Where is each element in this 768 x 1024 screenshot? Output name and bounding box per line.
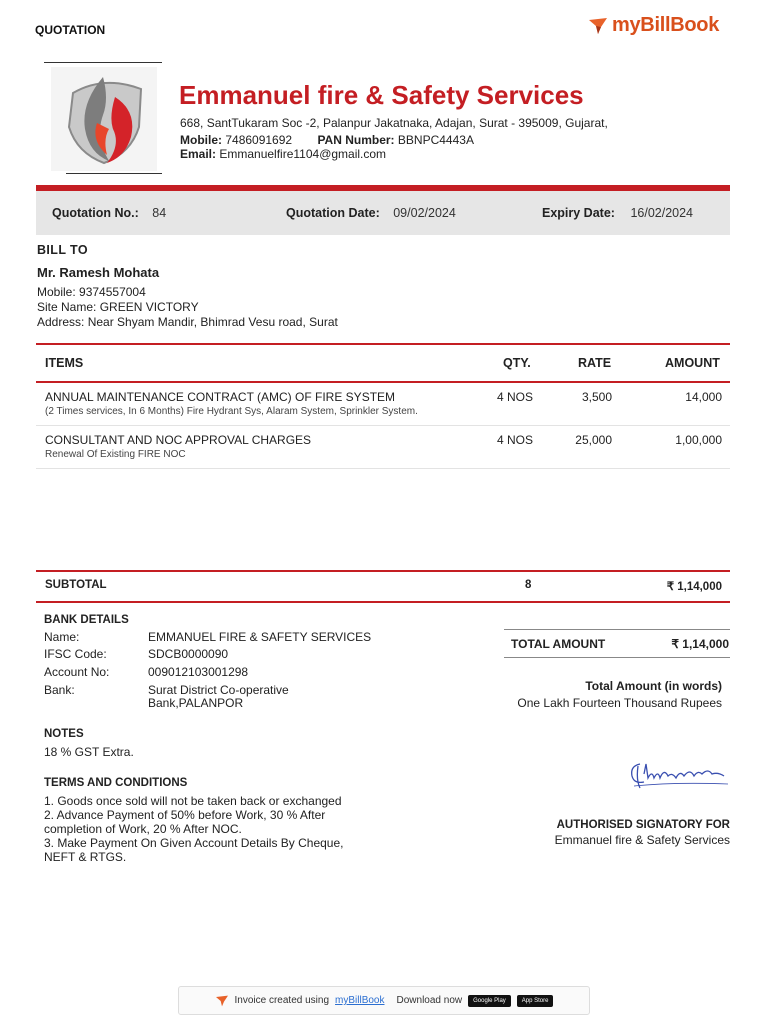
col-header-amount: AMOUNT (665, 356, 720, 370)
item-rate: 25,000 (575, 433, 612, 447)
bank-label: Bank: (44, 683, 75, 697)
fire-shield-icon (51, 67, 157, 171)
account-label: Account No: (44, 665, 110, 679)
item-description: (2 Times services, In 6 Months) Fire Hydrant Sys, Alaram System, Sprinkler System. (45, 406, 418, 417)
company-name: Emmanuel fire & Safety Services (179, 80, 584, 110)
total-amount-label: TOTAL AMOUNT (511, 637, 606, 651)
col-header-rate: RATE (578, 356, 612, 370)
quotation-date: Quotation Date: 09/02/2024 (286, 206, 456, 220)
subtotal-label: SUBTOTAL (45, 579, 107, 591)
bank-name-line2: Bank,PALANPOR (148, 696, 244, 710)
subtotal-top-rule (36, 570, 730, 572)
footer-created-using: Invoice created using (234, 995, 330, 1006)
total-bottom-rule (504, 657, 730, 658)
footer-download-text: Download now (396, 995, 463, 1006)
brand-bird-icon (215, 995, 229, 1007)
footer-brand-link[interactable]: myBillBook (335, 995, 385, 1006)
signatory-company: Emmanuel fire & Safety Services (554, 833, 730, 847)
terms-line: completion of Work, 20 % After NOC. (44, 822, 242, 836)
customer-mobile: Mobile: 9374557004 (37, 285, 146, 299)
bank-name-line1: Surat District Co-operative (148, 683, 289, 697)
item-amount: 1,00,000 (675, 433, 722, 447)
company-email: Emmanuelfire1104@gmail.com (219, 147, 387, 161)
company-pan: BBNPC4443A (397, 133, 474, 147)
item-qty: 4 NOS (497, 390, 534, 404)
ifsc-code: SDCB0000090 (148, 647, 229, 661)
authorised-signatory-label: AUTHORISED SIGNATORY FOR (556, 819, 730, 831)
brand-name: myBillBook (612, 14, 720, 36)
bank-details-heading: BANK DETAILS (44, 614, 129, 626)
quotation-number: Quotation No.: 84 (52, 206, 167, 220)
brand-logo (588, 14, 719, 37)
total-amount: ₹ 1,14,000 (671, 637, 729, 651)
notes-heading: NOTES (44, 728, 84, 740)
brand-bird-icon (588, 17, 608, 35)
signature-image (624, 752, 734, 796)
item-name: CONSULTANT AND NOC APPROVAL CHARGES (45, 433, 312, 447)
company-contact-line (180, 133, 474, 147)
ifsc-label: IFSC Code: (44, 647, 107, 661)
email-label: Email: (180, 147, 217, 161)
bank-account-name: EMMANUEL FIRE & SAFETY SERVICES (148, 630, 372, 644)
terms-heading: TERMS AND CONDITIONS (44, 777, 188, 789)
notes-text: 18 % GST Extra. (44, 745, 134, 759)
total-top-rule (504, 629, 730, 630)
row-divider (36, 468, 730, 469)
app-store-badge[interactable]: App Store (517, 995, 554, 1007)
terms-line: 2. Advance Payment of 50% before Work, 30 % After (44, 808, 326, 822)
table-header-rule (36, 381, 730, 383)
customer-address: Address: Near Shyam Mandir, Bhimrad Vesu road, Surat (37, 315, 338, 329)
terms-line: 3. Make Payment On Given Account Details By Cheque, (44, 836, 344, 850)
item-name: ANNUAL MAINTENANCE CONTRACT (AMC) OF FIRE SYSTEM (45, 390, 396, 404)
account-number: 009012103001298 (148, 665, 249, 679)
company-email-line (180, 147, 386, 161)
item-rate: 3,500 (581, 390, 612, 404)
company-mobile: 7486091692 (225, 133, 293, 147)
expiry-date: Expiry Date: 16/02/2024 (542, 206, 693, 220)
item-amount: 14,000 (685, 390, 722, 404)
table-top-rule (36, 343, 730, 345)
item-description: Renewal Of Existing FIRE NOC (45, 449, 186, 460)
terms-line: NEFT & RTGS. (44, 850, 127, 864)
row-divider (36, 425, 730, 426)
document-type: QUOTATION (35, 23, 106, 37)
col-header-qty: QTY. (503, 356, 531, 370)
bill-to-heading: BILL TO (37, 243, 88, 257)
customer-name: Mr. Ramesh Mohata (37, 265, 160, 280)
mobile-label: Mobile: (180, 133, 222, 147)
terms-line: 1. Goods once sold will not be taken back or exchanged (44, 794, 342, 808)
subtotal-qty: 8 (525, 579, 532, 591)
bank-name-label: Name: (44, 630, 80, 644)
subtotal-bottom-rule (36, 601, 730, 603)
google-play-badge[interactable]: Google Play (468, 995, 511, 1007)
subtotal-amount: ₹ 1,14,000 (666, 581, 722, 593)
item-qty: 4 NOS (497, 433, 534, 447)
footer-banner (178, 986, 590, 1015)
pan-label: PAN Number: (317, 133, 395, 147)
amount-in-words: One Lakh Fourteen Thousand Rupees (517, 696, 722, 710)
company-address: 668, SantTukaram Soc -2, Palanpur Jakatnaka, Adajan, Surat - 395009, Gujarat, (180, 116, 608, 130)
amount-in-words-label: Total Amount (in words) (585, 679, 722, 693)
company-logo (44, 62, 162, 174)
col-header-items: ITEMS (45, 356, 84, 370)
customer-site: Site Name: GREEN VICTORY (37, 300, 199, 314)
